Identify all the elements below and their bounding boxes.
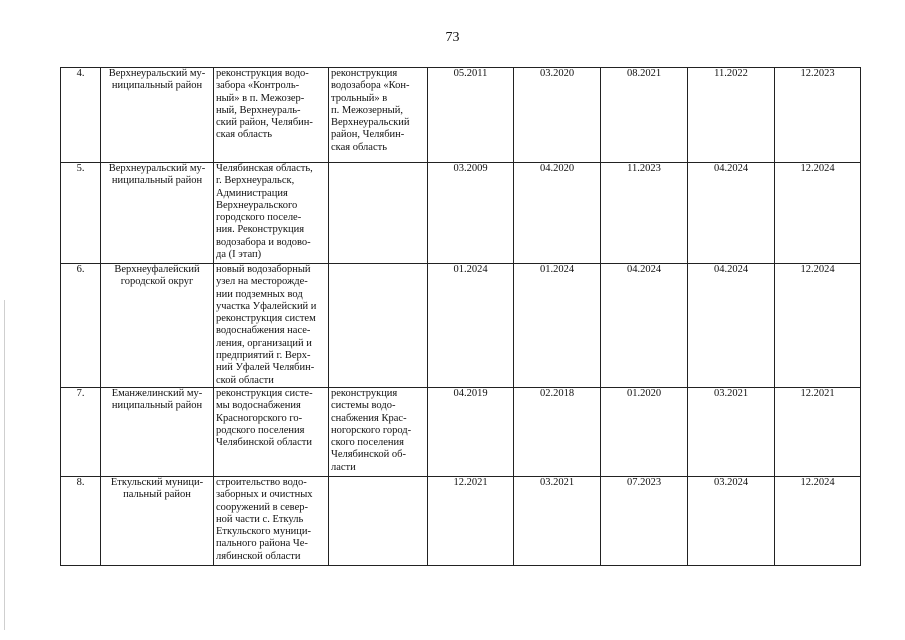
object-line: г. Верхнеуральск, xyxy=(216,175,295,187)
date-cell xyxy=(601,264,688,388)
object-line: ний Уфалей Челябин- xyxy=(216,362,315,374)
date-value: 04.2024 xyxy=(626,264,662,275)
object-description-cell xyxy=(214,68,329,163)
capital-line: водозабора «Кон- xyxy=(331,80,410,92)
row-number-cell xyxy=(61,264,101,388)
date-value: 12.2021 xyxy=(453,476,488,488)
date-value: 04.2024 xyxy=(713,264,749,275)
capital-works-cell xyxy=(329,68,428,163)
capital-line: п. Межозерный, xyxy=(331,104,403,116)
date-cell xyxy=(428,68,514,163)
object-line: городского поселе- xyxy=(216,212,302,224)
district-line: Верхнеуфалейский xyxy=(114,264,200,275)
object-line: ный» в п. Межозер- xyxy=(216,92,305,104)
district-line: Еманжелинский му- xyxy=(111,387,203,399)
date-cell xyxy=(775,387,861,476)
capital-works-cell xyxy=(329,163,428,264)
date-cell xyxy=(601,387,688,476)
object-line: ния. Реконструкция xyxy=(216,224,305,236)
date-cell xyxy=(514,264,601,388)
object-line: реконструкция систем xyxy=(216,313,316,325)
date-cell xyxy=(428,387,514,476)
capital-line: Челябинской об- xyxy=(331,449,406,461)
object-description-cell xyxy=(214,264,329,388)
date-cell xyxy=(775,476,861,565)
date-value: 12.2024 xyxy=(800,163,835,174)
date-value: 07.2023 xyxy=(626,476,662,488)
district-line: Верхнеуральский му- xyxy=(108,68,206,79)
date-cell xyxy=(775,163,861,264)
date-cell xyxy=(428,476,514,565)
date-value: 03.2009 xyxy=(453,163,488,174)
date-cell xyxy=(688,68,775,163)
scan-edge-line xyxy=(4,300,5,630)
date-value: 03.2020 xyxy=(539,68,575,79)
date-value: 04.2019 xyxy=(453,387,488,399)
capital-line: ногорского город- xyxy=(331,424,412,436)
object-line: сооружений в север- xyxy=(216,501,308,513)
object-line: участка Уфалейский и xyxy=(216,300,317,312)
table-row xyxy=(61,387,861,476)
row-number: 7. xyxy=(76,387,85,399)
row-number-cell xyxy=(61,68,101,163)
row-number-cell xyxy=(61,387,101,476)
object-line: пального района Че- xyxy=(216,538,308,550)
date-value: 08.2021 xyxy=(626,68,662,79)
date-cell xyxy=(514,163,601,264)
object-line: Еткульского муници- xyxy=(216,526,312,538)
date-cell xyxy=(688,163,775,264)
capital-line: район, Челябин- xyxy=(331,129,405,141)
table-row xyxy=(61,68,861,163)
object-line: заборных и очистных xyxy=(216,489,313,501)
district-line: пальный район xyxy=(123,489,191,501)
date-cell xyxy=(514,387,601,476)
object-line: да (I этап) xyxy=(216,249,262,261)
capital-line: ласти xyxy=(331,461,356,473)
date-value: 04.2024 xyxy=(713,163,749,174)
capital-line: системы водо- xyxy=(331,400,396,412)
object-line: реконструкция систе- xyxy=(216,387,313,399)
object-line: лябинской области xyxy=(216,550,301,562)
date-value: 04.2020 xyxy=(539,163,575,174)
object-description-cell xyxy=(214,387,329,476)
row-number: 5. xyxy=(76,163,85,174)
row-number-cell xyxy=(61,163,101,264)
object-line: Верхнеуральского xyxy=(216,199,298,211)
capital-line: ского поселения xyxy=(331,437,404,449)
district-cell xyxy=(101,163,214,264)
date-value: 12.2024 xyxy=(800,264,835,275)
date-cell xyxy=(688,387,775,476)
date-cell xyxy=(775,68,861,163)
capital-works-cell xyxy=(329,387,428,476)
date-value: 03.2024 xyxy=(713,476,749,488)
date-value: 11.2022 xyxy=(714,68,748,79)
object-line: Челябинская область, xyxy=(216,163,313,174)
date-cell xyxy=(688,264,775,388)
date-cell xyxy=(428,163,514,264)
date-value: 12.2024 xyxy=(800,476,835,488)
table-row xyxy=(61,476,861,565)
object-line: ской области xyxy=(216,374,274,386)
object-line: ной части с. Еткуль xyxy=(216,513,304,525)
capital-line: снабжения Крас- xyxy=(331,412,407,424)
district-cell xyxy=(101,68,214,163)
capital-line: реконструкция xyxy=(331,387,398,399)
date-cell xyxy=(601,476,688,565)
object-line: забора «Контроль- xyxy=(216,80,300,92)
object-line: новый водозаборный xyxy=(216,264,311,275)
table-row xyxy=(61,163,861,264)
date-value: 05.2011 xyxy=(453,68,488,79)
date-cell xyxy=(775,264,861,388)
district-line: Еткульский муници- xyxy=(110,476,204,488)
date-cell xyxy=(601,68,688,163)
district-line: Верхнеуральский му- xyxy=(108,163,206,174)
object-line: Красногорского го- xyxy=(216,412,303,424)
district-line: ниципальный район xyxy=(111,400,203,412)
object-line: Администрация xyxy=(216,187,288,199)
object-line: строительство водо- xyxy=(216,476,307,488)
object-line: водозабора и водово- xyxy=(216,236,311,248)
row-number: 8. xyxy=(76,476,85,488)
object-line: ления, организаций и xyxy=(216,337,312,349)
district-cell xyxy=(101,476,214,565)
date-cell xyxy=(514,476,601,565)
object-description-cell xyxy=(214,163,329,264)
date-value: 12.2021 xyxy=(800,387,835,399)
district-line: городской округ xyxy=(120,276,194,288)
date-value: 02.2018 xyxy=(539,387,575,399)
object-line: узел на месторожде- xyxy=(216,276,308,288)
date-value: 03.2021 xyxy=(539,476,575,488)
capital-line: реконструкция xyxy=(331,68,398,79)
page-number: 73 xyxy=(445,30,460,45)
date-value: 03.2021 xyxy=(713,387,749,399)
district-cell xyxy=(101,387,214,476)
date-value: 01.2020 xyxy=(626,387,662,399)
object-line: реконструкция водо- xyxy=(216,68,309,79)
capital-line: Верхнеуральский xyxy=(331,117,410,129)
object-line: мы водоснабжения xyxy=(216,400,301,412)
date-value: 01.2024 xyxy=(453,264,488,275)
district-line: ниципальный район xyxy=(111,80,203,92)
row-number: 6. xyxy=(76,264,85,275)
date-cell xyxy=(601,163,688,264)
objects-table xyxy=(60,67,861,566)
object-line: предприятий г. Верх- xyxy=(216,350,311,362)
district-cell xyxy=(101,264,214,388)
capital-line: трольный» в xyxy=(331,92,388,104)
date-value: 01.2024 xyxy=(539,264,575,275)
date-cell xyxy=(688,476,775,565)
object-line: родского поселения xyxy=(216,424,305,436)
district-line: ниципальный район xyxy=(111,175,203,187)
capital-works-cell xyxy=(329,476,428,565)
object-line: Челябинской области xyxy=(216,437,312,449)
object-line: ный, Верхнеураль- xyxy=(216,104,301,116)
object-line: нии подземных вод xyxy=(216,288,303,300)
date-value: 11.2023 xyxy=(627,163,661,174)
object-description-cell xyxy=(214,476,329,565)
date-value: 12.2023 xyxy=(800,68,835,79)
object-line: водоснабжения насе- xyxy=(216,325,311,337)
row-number: 4. xyxy=(76,68,85,79)
object-line: ский район, Челябин- xyxy=(216,117,313,129)
date-cell xyxy=(514,68,601,163)
table-row xyxy=(61,264,861,388)
capital-line: ская область xyxy=(331,141,387,153)
date-cell xyxy=(428,264,514,388)
object-line: ская область xyxy=(216,129,272,141)
capital-works-cell xyxy=(329,264,428,388)
row-number-cell xyxy=(61,476,101,565)
